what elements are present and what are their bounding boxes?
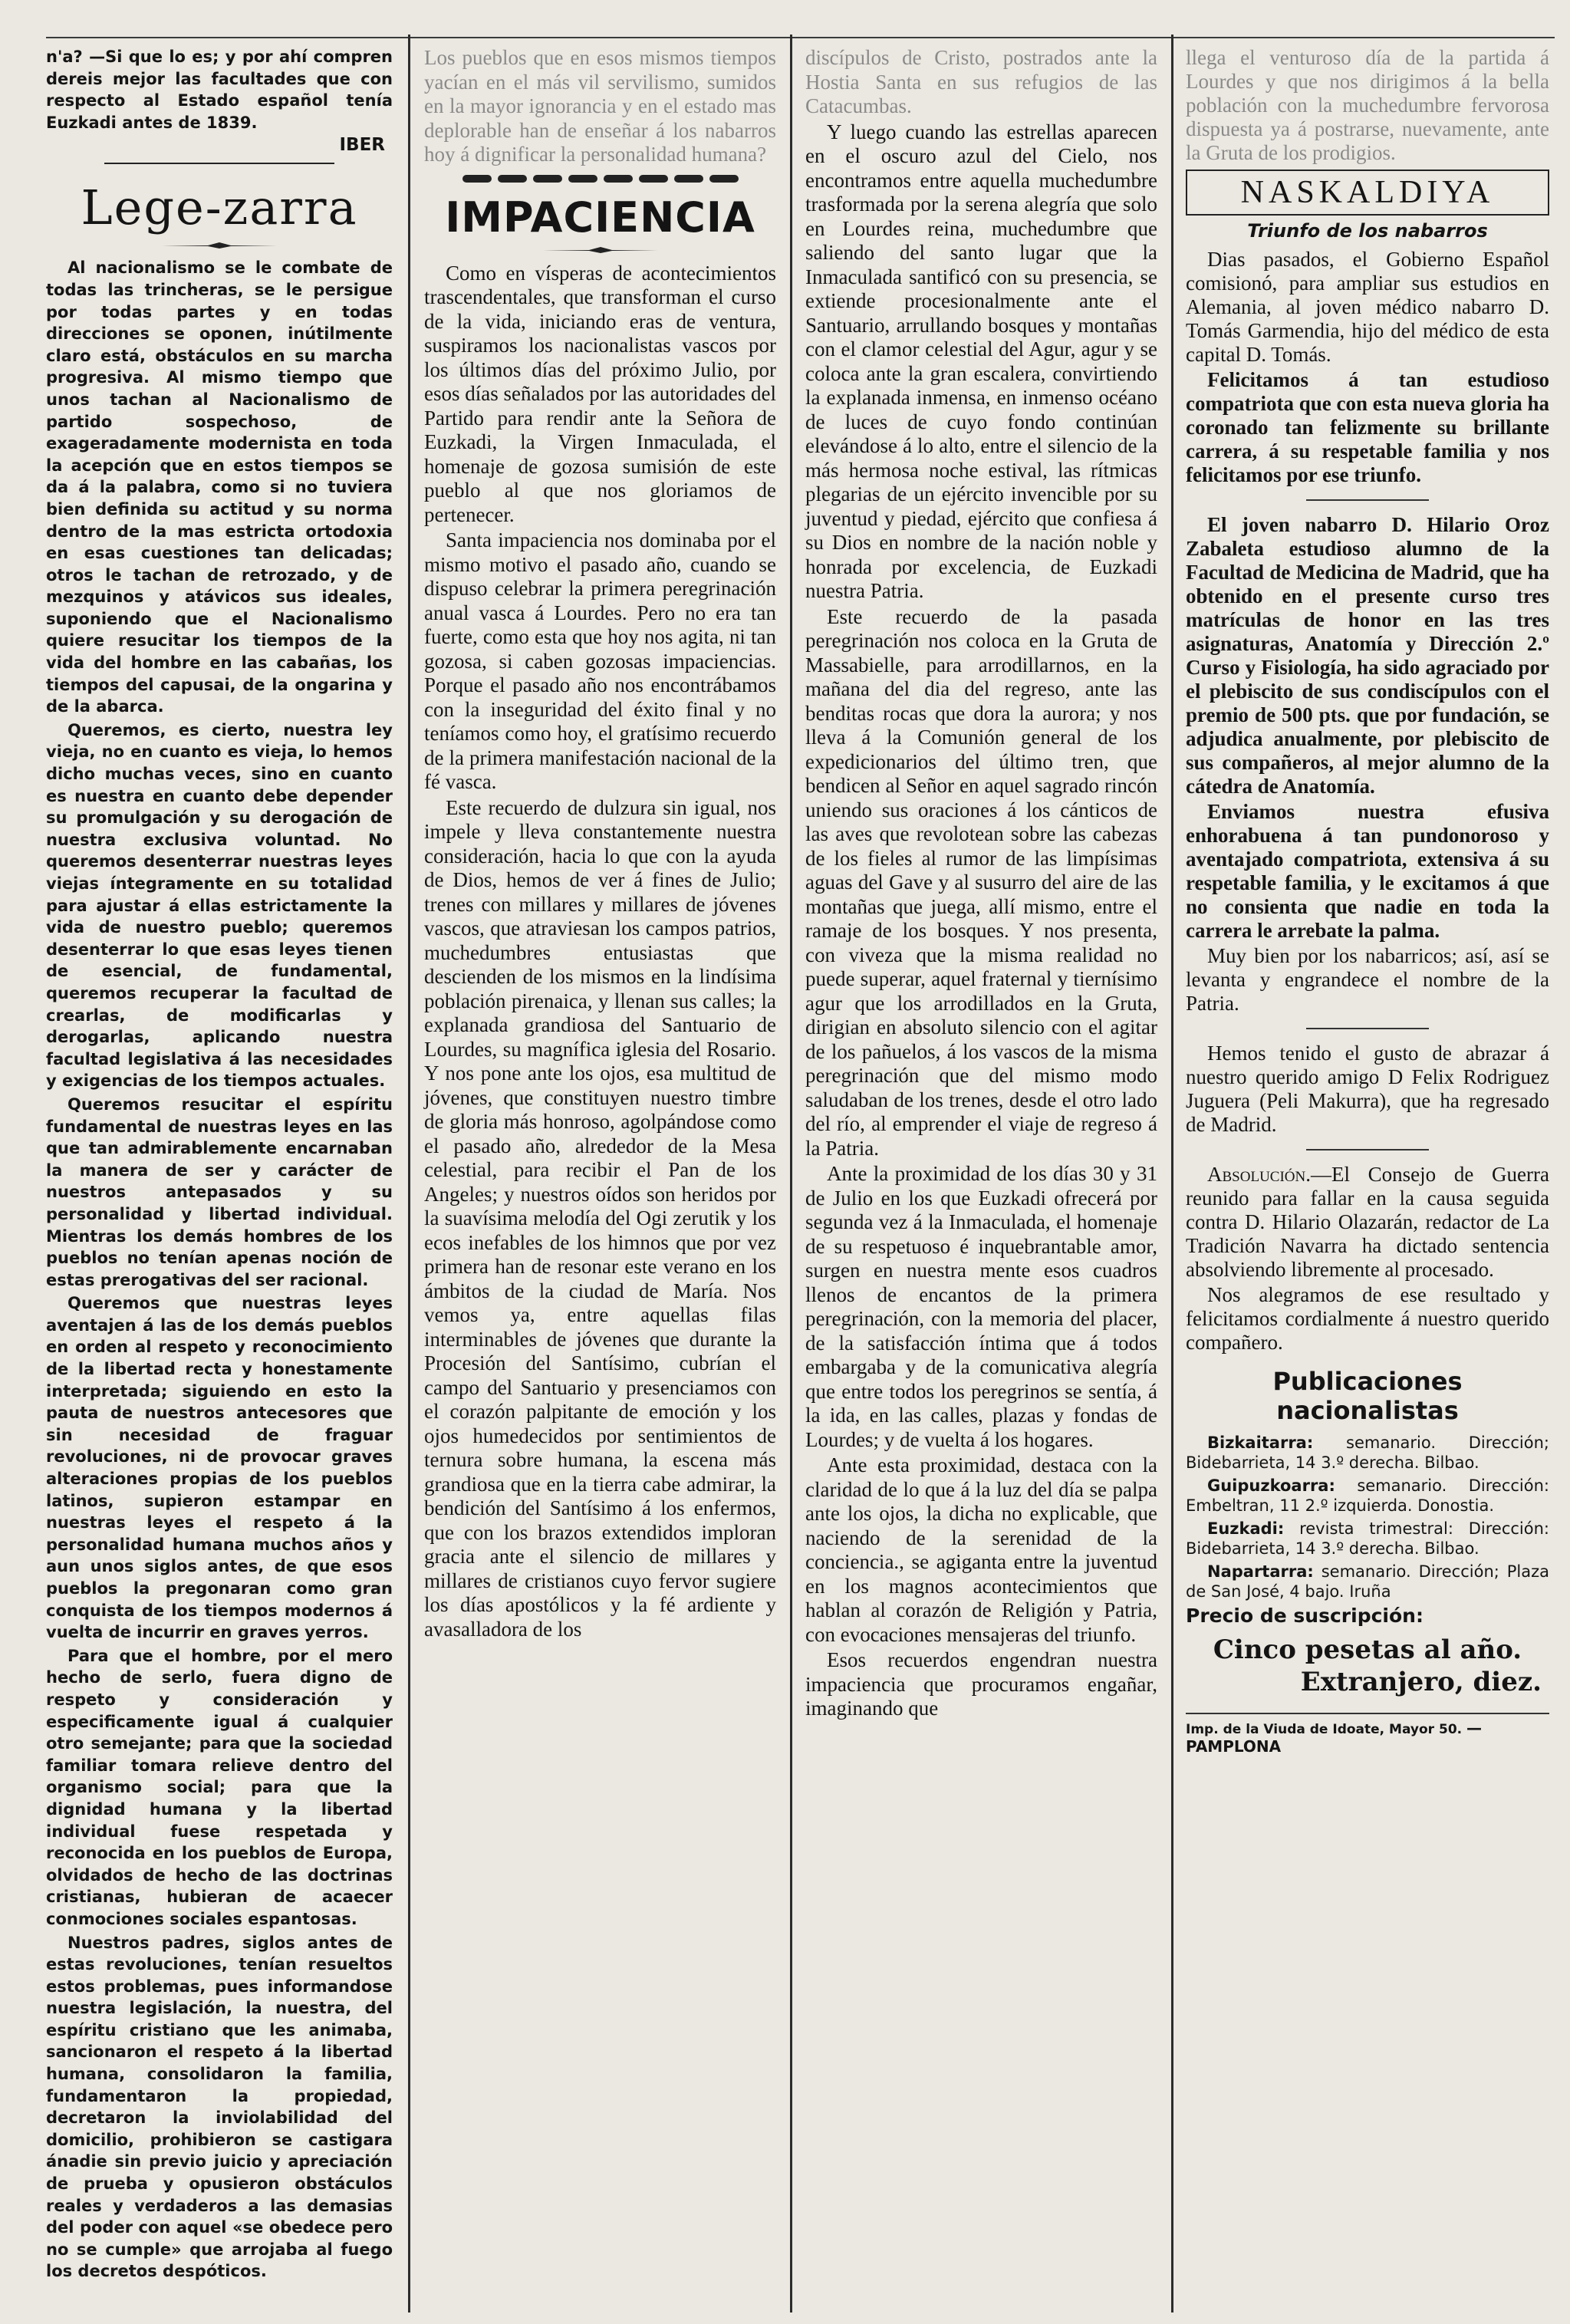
- publications-list: [1186, 1433, 1549, 1601]
- absolucion-paragraph: [1186, 1163, 1549, 1282]
- divider: [1306, 1149, 1429, 1150]
- publication-item: [1186, 1476, 1549, 1516]
- col3-intro: discípulos de Cristo, postrados ante la Hostia Santa en sus refugios de las Catacumbas.: [805, 46, 1157, 117]
- publication-info: semanario. Dirección; Bidebarrieta, 14 3.º derecha. Bilbao.: [1186, 1434, 1549, 1472]
- publication-name: Bizkaitarra:: [1207, 1434, 1314, 1452]
- section-title-naskaldiya: NASKALDIYA: [1186, 170, 1549, 216]
- paragraph: Santa impaciencia nos dominaba por el mismo motivo el pasado año, cuando se dispuso celebrar la primera peregrinación anual vasca á Lourdes. Pero no era tan fuerte, como esta que hoy nos agita, ni tan gozosa, si caben gozosas impaciencias. Porque el pasado año nos encontrábamos con la inseguridad del éxito final y no teníamos como hoy, el gratísimo recuerdo de la primera manifestación nacional de la fé vasca.: [424, 528, 776, 793]
- price-domestic: Cinco pesetas al año.: [1213, 1634, 1522, 1665]
- paragraph: Nos alegramos de ese resultado y felicitamos cordialmente á nuestro querido compañero.: [1186, 1283, 1549, 1354]
- column-rule-1: [408, 35, 410, 2312]
- publications-title: Publicaciones nacionalistas: [1272, 1367, 1463, 1425]
- publication-name: Euzkadi:: [1207, 1519, 1285, 1538]
- signature: IBER: [339, 135, 385, 156]
- price-foreign: Extranjero, diez.: [1300, 1667, 1542, 1697]
- column-rule-3: [1171, 35, 1173, 2312]
- top-rule: [46, 37, 1555, 38]
- paragraph: Al nacionalismo se le combate de todas las trincheras, se le persigue por todas partes y en todas direcciones se oponen, inútilmente claro está, obstáculos en su marcha progresiva. Al mismo tiempo que unos tachan al Nacionalismo de partido sospechoso, de exageradamente modernista en toda la acepción que en estos tiempos se da á la palabra, como si no tuviera bien definida su actitud y su norma dentro de la mas estricta ortodoxia en esas cuestiones tan delicadas; otros le tachan de retrozado, y de mezquinos y atávicos sus ideales, suponiendo que el Nacionalismo quiere resucitar los tiempos de la vida del hombre en las cabañas, los tiempos del capusai, de la ongarina y de la abarca.: [46, 258, 393, 716]
- column-3: [799, 46, 1164, 2309]
- publication-item: [1186, 1519, 1549, 1559]
- article-title-impaciencia: IMPACIENCIA: [445, 193, 755, 242]
- paragraph: Muy bien por los nabarricos; así, así se levanta y engrandece el nombre de la Patria.: [1186, 944, 1549, 1015]
- paragraph: Queremos que nuestras leyes aventajen á las de los demás pueblos en orden al respeto y reconocimiento de la libertad recta y honestamente interpretada; siguiendo en esto la pauta de nuestros antecesores que sin necesidad de fraguar revoluciones, ni de provocar graves alteraciones propias de los pueblos latinos, supieron estampar en nuestras leyes el respeto á la personalidad humana muchos años y aun unos siglos antes, de que esos pueblos la pregonaran como gran conquista de los tiempos modernos á vuelta de incurrir en graves yerros.: [46, 1294, 393, 1642]
- paragraph: Queremos resucitar el espíritu fundamental de nuestras leyes en las que tan admirablemente encarnaban la manera de ser y carácter de nuestros antepasados y su personalidad y libertad individual. Mientras los demás hombres de los pueblos no tenían apenas noción de estas prerogativas del ser racional.: [46, 1095, 393, 1289]
- title-ornament: [424, 246, 776, 254]
- publication-name: Napartarra:: [1207, 1562, 1314, 1581]
- printer-imprint: [1186, 1713, 1549, 1756]
- paragraph: Este recuerdo de dulzura sin igual, nos impele y lleva constantemente nuestra consideración, hacia lo que con la ayuda de Dios, hemos de ver á fines de Julio; trenes con millares y millares de jóvenes vascos, que atraviesan los campos patrios, muchedumbres entusiastas que descienden de los mismos en la lindísima población pirenaica, y llenan sus calles; la explanada grandiosa del Santuario de Lourdes, su magnífica iglesia del Rosario. Y nos pone ante los ojos, esa multitud de jóvenes, que constituyen nuestro timbre de gloria más honroso, agolpándose como el pasado año, alrededor de la Mesa celestial, para recibir el Pan de los Angeles; y nuestros oídos son heridos por la suavísima melodía del Ogi zerutik y los ecos inefables de los himnos que por vez primera han de resonar este verano en los ámbitos de la ciudad de María. Nos vemos ya, entre aquellas filas interminables de jóvenes que durante la Procesión del Santísimo, cubrían el campo del Santuario y presenciamos con el corazón palpitante de emoción y los ojos humedecidos por sentimientos de ternura sobre humana, la escena más grandiosa que en la tierra cabe admirar, la bendición del Santísimo á los enfermos, que con los brazos extendidos imploran gracia ante el silencio de millares y millares de cristianos cuyo fervor sugiere los días apostólicos y la fé ardiente y avasalladora de los: [424, 795, 776, 1641]
- paragraph: Dias pasados, el Gobierno Español comisionó, para ampliar sus estudios en Alemania, al joven médico nabarro D. Tomás Garmendia, hijo del médico de esta capital D. Tomás.: [1186, 248, 1549, 366]
- paragraph: Ante la proximidad de los días 30 y 31 de Julio en los que Euzkadi ofrecerá por segunda vez á la Inmaculada, el homenaje de su respetuoso é inquebrantable amor, surgen en nuestra mente esos cuadros llenos de encantos de la primera peregrinación, con la memoria del placer, de la satisfacción íntima que á todos embargaba y de la comunicativa alegría que entre todos los peregrinos se sentía, á la ida, en las calles, plazas y fondas de Lourdes; y de vuelta á los hogares.: [805, 1162, 1157, 1451]
- publication-item: [1186, 1562, 1549, 1601]
- paragraph: Hemos tenido el gusto de abrazar á nuestro querido amigo D Felix Rodriguez Juguera (Peli Makurra), que ha regresado de Madrid.: [1186, 1042, 1549, 1136]
- publication-info: semanario. Dirección; Plaza de San José, 4 bajo. Iruña: [1186, 1562, 1549, 1601]
- divider: [1306, 499, 1429, 501]
- dash-ornament: [424, 175, 776, 183]
- paragraph: Para que el hombre, por el mero hecho de serlo, fuera digno de respeto y consideración y especificamente igual á cualquier otro semejante; para que la sociedad familiar tomara relieve dentro del organismo social; para que la dignidad humana y la libertad individual fuese respetada y reconocida en los pueblos de Europa, olvidados de hecho de las doctrinas cristianas, hubieran de acaecer conmociones sociales espantosas.: [46, 1646, 393, 1928]
- printer-city: — PAMPLONA: [1186, 1719, 1483, 1756]
- col2-intro: Los pueblos que en esos mismos tiempos yacían en el más vil servilismo, sumidos en la mayor ignorancia y en el estado mas deplorable han de enseñar á los nabarros hoy á dignificar la personalidad humana?: [424, 46, 776, 166]
- paragraph: Esos recuerdos engendran nuestra impaciencia que procuramos engañar, imaginando que: [805, 1648, 1157, 1720]
- paragraph: Felicitamos á tan estudioso compatriota que con esta nueva gloria ha coronado tan felizmente su brillante carrera, á su respetable familia y nos felicitamos por ese triunfo.: [1186, 368, 1549, 486]
- paragraph: Como en vísperas de acontecimientos trascendentales, que transforman el curso de la vida, iniciando eras de ventura, suspiramos los nacionalistas vascos por los últimos días del próximo Julio, por esos días señalados por las autoridades del Partido para rendir ante la Señora de Euzkadi, la Virgen Inmaculada, el homenaje de gozosa sumisión de este pueblo al que nos gloriamos de pertenecer.: [424, 261, 776, 526]
- title-ornament: [46, 242, 393, 249]
- column-rule-2: [790, 35, 792, 2312]
- divider: [1306, 1028, 1429, 1029]
- col4-intro: llega el venturoso día de la partida á Lourdes y que nos dirigimos á la bella población con la muchedumbre fervorosa dispuesta ya á postrarse, nuevamente, ante la Gruta de los prodigios.: [1186, 46, 1549, 164]
- printer-name: Imp. de la Viuda de Idoate, Mayor 50.: [1186, 1722, 1463, 1737]
- paragraph: Nuestros padres, siglos antes de estas revoluciones, tenían resueltos estos problemas, pues informandose nuestra legislación, la nuestra, del espíritu cristiano que les animaba, sancionaron el respeto á la libertad humana, consolidaron la familia, fundamentaron la propiedad, decretaron la inviolabilidad del domicilio, prohibieron se castigara ánadie sin previo juicio y apreciación de prueba y opusieron obstáculos reales y verdaderos a las demasias del poder con aquel «se obedece pero no se cumple» que arrojaba al fuego los decretos despóticos.: [46, 1933, 393, 2281]
- column-1: [40, 46, 399, 2309]
- publication-info: revista trimestral: Dirección: Bidebarrieta, 14 3.º derecha. Bilbao.: [1186, 1519, 1549, 1558]
- absolucion-text: —El Consejo de Guerra reunido para fallar en la causa seguida contra D. Hilario Olazarán, redactor de La Tradición Navarra ha dictado sentencia absolviendo libremente al procesado.: [1186, 1163, 1549, 1281]
- ornament-rule: [46, 161, 393, 166]
- paragraph: Enviamos nuestra efusiva enhorabuena á tan pundonoroso y aventajado compatriota, extensiva á su respetable familia, y le excitamos á que no consienta que nadie en toda la carrera le arrebate la palma.: [1186, 800, 1549, 942]
- paragraph: Y luego cuando las estrellas aparecen en el oscuro azul del Cielo, nos encontramos entre aquella muchedumbre trasformada por la serena alegría que solo en Lourdes reina, muchedumbre que saliendo del santo lugar que la Inmaculada santificó con su presencia, se extiende procesionalmente ante el Santuario, arrullando bosques y montañas con el clamor celestial del Agur, agur y se coloca ante la gran escalera, convirtiendo la explanada inmensa, en inmenso océano de luces de cuyo fondo continúan elevándose á lo alto, entre el silencio de la más hermosa noche estival, las rítmicas plegarias de un ejército invencible por su juventud y piedad, ejército que confiesa á su Dios en nombre de la nación noble y honrada por excelencia, de Euzkadi nuestra Patria.: [805, 120, 1157, 602]
- price-label: Precio de suscripción:: [1186, 1605, 1424, 1627]
- paragraph: El joven nabarro D. Hilario Oroz Zabaleta estudioso alumno de la Facultad de Medicina de Madrid, que ha obtenido en el presente curso tres matrículas de honor en las tres asignaturas, Anatomía y Dirección 2.º Curso y Fisiología, ha sido agraciado por el plebiscito de sus condiscípulos con el premio de 500 pts. que por fundación, se adjudica anualmente, por plebiscito de sus compañeros, al mejor alumno de la cátedra de Anatomía.: [1186, 513, 1549, 798]
- absolucion-lead: Absolución.: [1207, 1163, 1311, 1186]
- paragraph: Queremos, es cierto, nuestra ley vieja, no en cuanto es vieja, lo hemos dicho muchas veces, sino en cuanto es nuestra en cuanto debe depender su promulgación y su derogación de nuestra exclusiva voluntad. No queremos desenterrar nuestras leyes viejas íntegramente en su totalidad para ajustar á ellas estrictamente la vida de nuestro pueblo; queremos desenterrar lo que esas leyes tienen de esencial, de fundamental, queremos recuperar la facultad de crearlas, de modificarlas y derogarlas, aplicando nuestra facultad legislativa á las necesidades y exigencias de los tiempos actuales.: [46, 720, 393, 1091]
- column-4: [1180, 46, 1555, 2309]
- paragraph: Este recuerdo de la pasada peregrinación nos coloca en la Gruta de Massabielle, para arrodillarnos, en la mañana del dia del regreso, ante las benditas rocas que dora la aurora; y nos lleva á la Comunión general de los expedicionarios del último tren, que bendicen al Señor en aquel sagrado rincón uniendo sus oraciones á los cánticos de las aves que revolotean sobre las cabezas de los fieles al rumor de las limpísimas aguas del Gave y al susurro del aire de las montañas que juega, allí mismo, entre el ramaje de los bosques. Y nos presenta, con viveza que la misma realidad no puede superar, aquel fraternal y tiernísimo agur que los arrodillados en la Gruta, dirigian en absoluto silencio con el agitar de los pañuelos, á los vascos de la misma peregrinación que del mismo modo saludaban de los trenes, desde el otro lado del río, al emprender el viaje de regreso á la Patria.: [805, 604, 1157, 1160]
- paragraph: Ante esta proximidad, destaca con la claridad de lo que á la luz del día se palpa ante los ojos, la dicha no explicable, que naciendo de la serenidad de la conciencia., se agiganta entre la juventud en los magnos acontecimientos que hablan al corazón de Religión y Patria, con evocaciones mensajeras del triunfo.: [805, 1453, 1157, 1646]
- publication-item: [1186, 1433, 1549, 1473]
- publication-name: Guipuzkoarra:: [1207, 1476, 1335, 1495]
- column-2: [418, 46, 782, 2309]
- publication-info: semanario. Dirección: Embeltran, 11 2.º izquierda. Donostia.: [1186, 1476, 1549, 1515]
- article-title-lege-zarra: Lege-zarra: [81, 179, 358, 236]
- news-subtitle: Triunfo de los nabarros: [1247, 220, 1488, 242]
- col1-intro: n'a? —Si que lo es; y por ahí compren dereis mejor las facultades que con respecto al Estado español tenía Euzkadi antes de 1839.: [46, 48, 393, 132]
